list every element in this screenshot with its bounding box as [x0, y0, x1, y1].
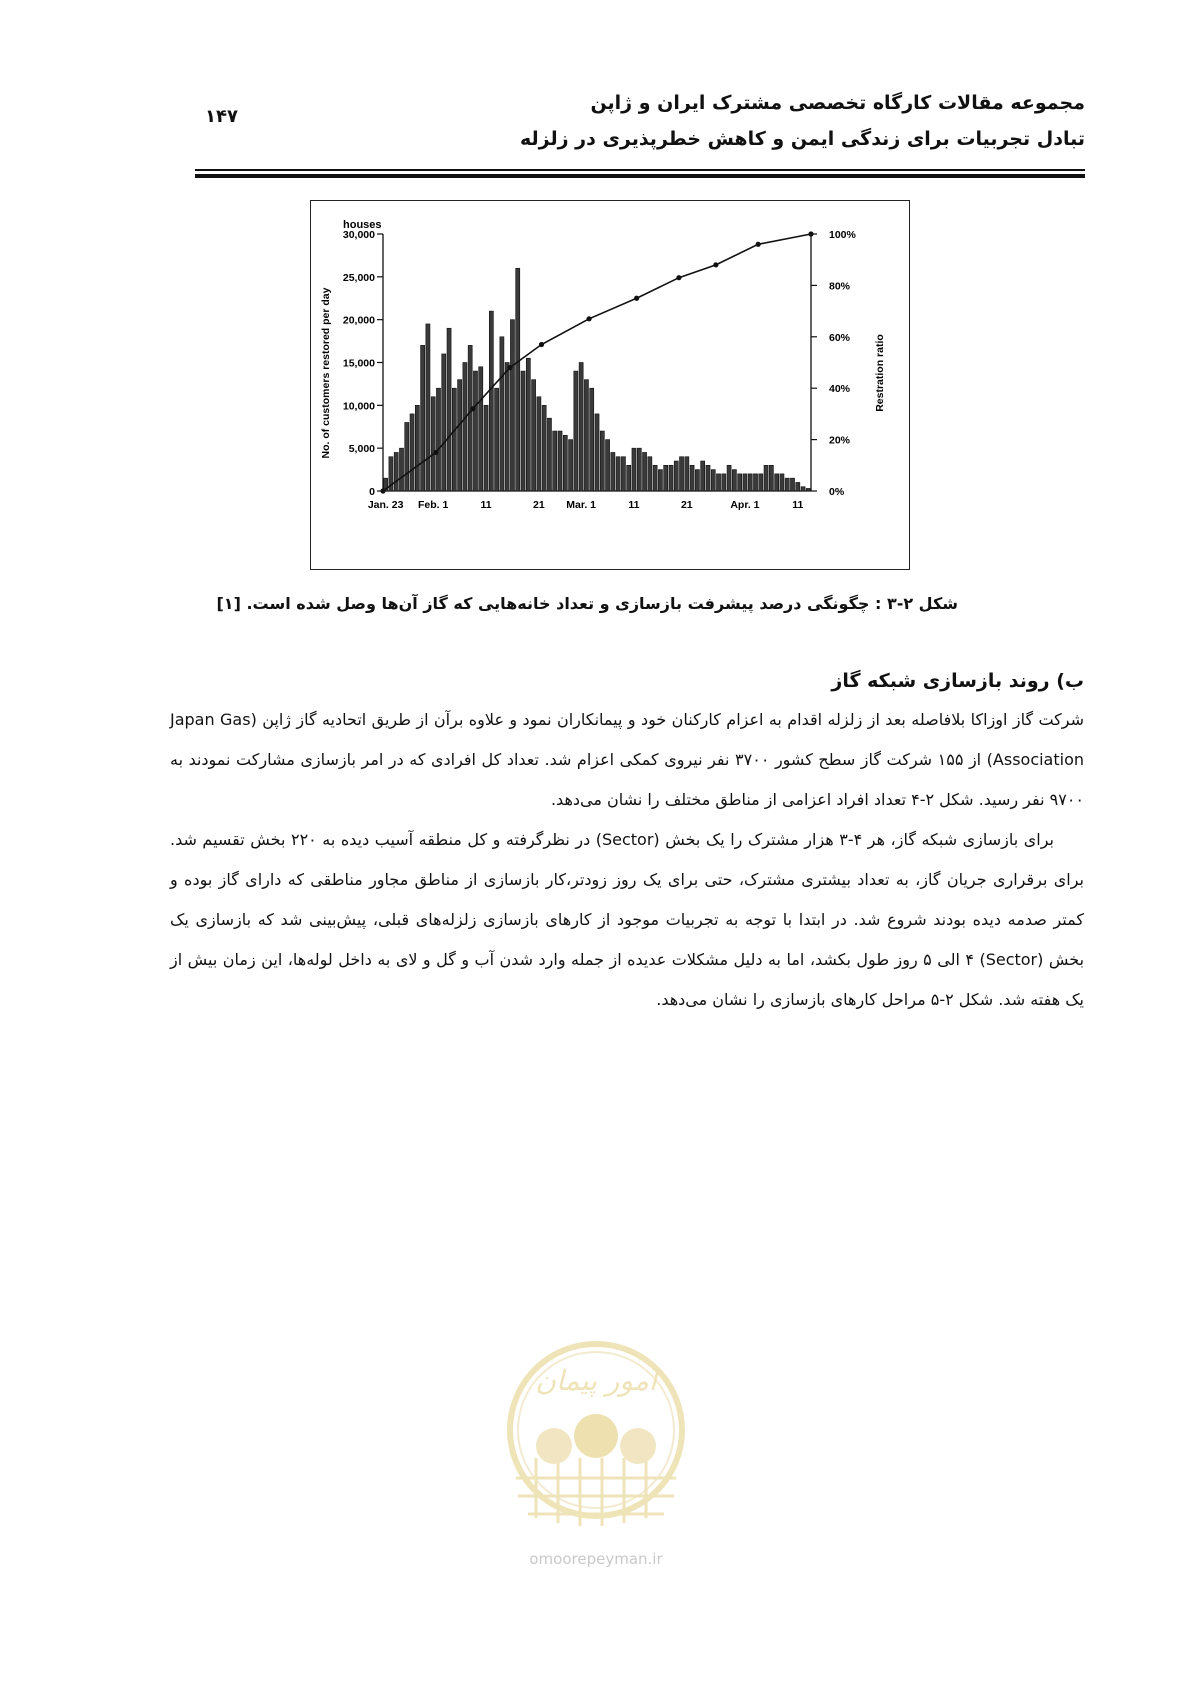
- gear-icon: [536, 1428, 572, 1464]
- ratio-point: [808, 231, 813, 236]
- bar: [680, 457, 684, 491]
- bar: [415, 405, 419, 491]
- bar: [653, 465, 657, 491]
- ratio-point: [676, 275, 681, 280]
- bar: [479, 367, 483, 491]
- figure-frame: [310, 200, 910, 570]
- x-tick-label: 21: [680, 499, 693, 511]
- bar: [516, 268, 520, 491]
- bar: [790, 478, 794, 491]
- watermark-text: omoorepeyman.ir: [529, 1550, 663, 1568]
- y-tick-label: 0: [369, 486, 375, 498]
- ratio-point: [634, 296, 639, 301]
- y-axis-right-label: Restration ratio: [874, 334, 886, 412]
- bar: [775, 474, 779, 491]
- y-right-tick-label: 100%: [829, 229, 856, 241]
- bar: [643, 452, 647, 491]
- x-tick-label: Apr. 1: [730, 499, 760, 511]
- x-tick-label: Feb. 1: [418, 499, 449, 511]
- bar: [463, 363, 467, 492]
- bar: [458, 380, 462, 491]
- bar: [595, 414, 599, 491]
- bar: [621, 457, 625, 491]
- bar: [542, 405, 546, 491]
- section-title: ب) روند بازسازی شبکه گاز: [831, 670, 1084, 692]
- bar: [500, 337, 504, 491]
- bar: [780, 474, 784, 491]
- bar: [489, 311, 493, 491]
- bar: [748, 474, 752, 491]
- bar: [674, 461, 678, 491]
- bar: [394, 452, 398, 491]
- bar: [627, 465, 631, 491]
- bar: [526, 358, 530, 491]
- bar: [399, 448, 403, 491]
- bar: [743, 474, 747, 491]
- bar: [442, 354, 446, 491]
- x-tick-label: Jan. 23: [367, 499, 404, 511]
- bar: [590, 388, 594, 491]
- bar: [690, 465, 694, 491]
- ratio-point: [713, 262, 718, 267]
- bar: [468, 345, 472, 491]
- x-tick-label: 21: [533, 499, 545, 511]
- bar: [769, 465, 773, 491]
- bar: [431, 397, 435, 491]
- bar: [606, 440, 610, 491]
- bar: [505, 363, 509, 492]
- bar: [484, 405, 488, 491]
- bar: [611, 452, 615, 491]
- bar: [574, 371, 578, 491]
- bar: [706, 465, 710, 491]
- bar: [553, 431, 557, 491]
- x-tick-label: Mar. 1: [566, 499, 597, 511]
- bar: [537, 397, 541, 491]
- bar: [727, 465, 731, 491]
- restoration-chart: [311, 201, 911, 571]
- y-tick-label: 20,000: [342, 314, 375, 327]
- paragraph: شرکت گاز اوزاکا بلافاصله بعد از زلزله اقدام به اعزام کارکنان خود و پیمانکاران نمود و علاوه برآن از طریق اتحادیه گاز ژاپن (Japan Gas Association) از ۱۵۵ شرکت گاز سطح کشور ۳۷۰۰ نفر نیروی کمکی اعزام شد. تعداد کل افرادی که در امر بازسازی مشارکت نمودند به ۹۷۰۰ نفر رسید. شکل ۲-۴ تعداد افراد اعزامی از مناطق مختلف را نشان می‌دهد.: [170, 710, 1085, 809]
- header-title-line2: تبادل تجربیات برای زندگی ایمن و کاهش خطرپذیری در زلزله: [520, 128, 1085, 150]
- y-axis-label: No. of customers restored per day: [320, 287, 332, 459]
- bar: [616, 457, 620, 491]
- page-header: [195, 82, 1085, 172]
- header-rule-thick: [195, 174, 1085, 178]
- bar: [701, 461, 705, 491]
- bar: [785, 478, 789, 491]
- ratio-point: [433, 450, 438, 455]
- bar: [648, 457, 652, 491]
- x-tick-label: 11: [792, 499, 804, 511]
- ratio-point: [586, 316, 591, 321]
- bar: [632, 448, 636, 491]
- paragraph: برای بازسازی شبکه گاز، هر ۴-۳ هزار مشترک را یک بخش (Sector) در نظرگرفته و کل منطقه آسیب دیده به ۲۲۰ بخش تقسیم شد. برای برقراری جریان گاز، به تعداد بیشتری مشترک، حتی برای یک روز زودتر،کار بازسازی از مناطق مجاور مناطقی که دارای گاز بوده و کمتر صدمه دیده بودند شروع شد. در ابتدا با توجه به تجربیات موجود از کارهای بازسازی زلزله‌های قبلی، پیش‌بینی شد که بازسازی یک بخش (Sector) ۴ الی ۵ روز طول بکشد، اما به دلیل مشکلات عدیده از جمله وارد شدن آب و گل و لای به داخل لوله‌ها، این زمان بیش از یک هفته شد. شکل ۲-۵ مراحل کارهای بازسازی را نشان می‌دهد.: [170, 830, 1085, 1009]
- y-tick-label: 25,000: [342, 271, 375, 284]
- bar: [685, 457, 689, 491]
- y-right-tick-label: 20%: [829, 434, 851, 447]
- bar: [738, 474, 742, 491]
- x-tick-label: 11: [480, 499, 492, 511]
- y-tick-label: 15,000: [342, 357, 375, 370]
- bar: [521, 371, 525, 491]
- bar: [753, 474, 757, 491]
- unit-label: houses: [343, 219, 382, 231]
- watermark: [496, 1318, 696, 1588]
- bar: [426, 324, 430, 491]
- bar: [759, 474, 763, 491]
- figure-caption: شکل ۲-۳ : چگونگی درصد پیشرفت بازسازی و تعداد خانه‌هایی که گاز آن‌ها وصل شده است. [۱]: [216, 594, 958, 613]
- bar: [695, 470, 699, 491]
- page-number: ۱۴۷: [205, 106, 238, 127]
- y-tick-label: 10,000: [342, 400, 375, 413]
- bar: [569, 440, 573, 491]
- bar: [664, 465, 668, 491]
- watermark-logo: [496, 1318, 696, 1548]
- bar: [436, 388, 440, 491]
- bar: [495, 388, 499, 491]
- ratio-point: [380, 488, 385, 493]
- y-right-tick-label: 40%: [829, 383, 851, 396]
- bar: [510, 320, 514, 491]
- watermark-logo-text: امور پیمان: [535, 1364, 657, 1397]
- body-text: [170, 700, 1084, 1020]
- bar: [716, 474, 720, 491]
- ratio-point: [507, 365, 512, 370]
- bar: [584, 380, 588, 491]
- gear-icon: [620, 1428, 656, 1464]
- y-right-tick-label: 0%: [829, 486, 845, 498]
- bar: [547, 418, 551, 491]
- ratio-point: [539, 342, 544, 347]
- bar: [722, 474, 726, 491]
- bar: [473, 371, 477, 491]
- header-rule: [195, 169, 1085, 171]
- bar: [452, 388, 456, 491]
- bar: [658, 470, 662, 491]
- x-tick-label: 11: [628, 499, 640, 511]
- bar: [806, 488, 810, 491]
- bar: [732, 470, 736, 491]
- bar: [532, 380, 536, 491]
- chart-axes: [343, 229, 857, 511]
- bar: [579, 363, 583, 492]
- bar: [405, 422, 409, 491]
- bar: [563, 435, 567, 491]
- bar: [764, 465, 768, 491]
- bar: [447, 328, 451, 491]
- bar: [421, 345, 425, 491]
- header-title-line1: مجموعه مقالات کارگاه تخصصی مشترک ایران و ژاپن: [590, 92, 1085, 114]
- bar: [558, 431, 562, 491]
- bar: [801, 487, 805, 491]
- bar: [410, 414, 414, 491]
- ratio-point: [470, 406, 475, 411]
- y-right-tick-label: 60%: [829, 331, 851, 344]
- chart-bars: [384, 268, 811, 491]
- bar: [796, 482, 800, 491]
- bar: [711, 470, 715, 491]
- y-right-tick-label: 80%: [829, 280, 851, 293]
- bar: [600, 431, 604, 491]
- y-tick-label: 30,000: [342, 229, 375, 241]
- ratio-point: [756, 242, 761, 247]
- bar: [637, 448, 641, 491]
- bar: [669, 465, 673, 491]
- y-tick-label: 5,000: [348, 443, 375, 456]
